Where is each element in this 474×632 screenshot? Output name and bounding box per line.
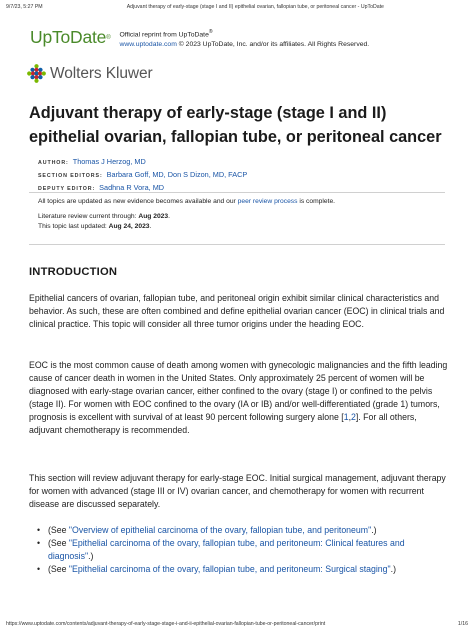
author-label: AUTHOR:	[38, 160, 69, 166]
list-item	[29, 563, 449, 576]
uptodate-logo-text: UpToDate	[30, 27, 107, 47]
deputy-editor-row	[38, 182, 247, 195]
reprint-notice	[119, 28, 369, 49]
section-editors-link[interactable]: Barbara Goff, MD, Don S Dizon, MD, FACP	[106, 170, 248, 179]
divider	[29, 244, 445, 245]
see-prefix: (See	[48, 537, 69, 548]
evidence-tail: is complete.	[297, 198, 336, 205]
reference-link-2[interactable]: 2	[351, 411, 356, 422]
literature-review-label: Literature review current through:	[38, 212, 139, 220]
see-also-link[interactable]: "Epithelial carcinoma of the ovary, fallopian tube, and peritoneum: Surgical staging"	[68, 563, 391, 574]
bullet-dot-icon: •	[37, 537, 41, 548]
see-prefix: (See	[48, 525, 69, 535]
bullet-dot-icon: •	[37, 563, 41, 574]
evidence-text: All topics are updated as new evidence becomes available and our	[38, 198, 238, 205]
section-editors-row	[38, 169, 247, 182]
publisher-logo	[27, 64, 153, 83]
credits-block	[38, 156, 247, 195]
see-prefix: (See	[48, 563, 69, 574]
author-row	[38, 156, 247, 169]
wolters-kluwer-logo-icon	[27, 64, 46, 83]
section-editors-label: SECTION EDITORS:	[38, 173, 103, 179]
uptodate-site-link[interactable]: www.uptodate.com	[119, 40, 177, 48]
reference-separator: ,	[348, 411, 351, 422]
print-page-title: Adjuvant therapy of early-stage (stage I and II) epithelial ovarian, fallopian tube, or peritoneal cancer - UpToDate	[126, 4, 384, 10]
paragraph-2	[29, 359, 449, 436]
reprint-line: Official reprint from UpToDate	[119, 31, 209, 39]
deputy-editor-link[interactable]: Sadhna R Vora, MD	[99, 183, 165, 192]
page-number: 1/16	[457, 621, 468, 627]
copyright-text: © 2023 UpToDate, Inc. and/or its affiliates. All Rights Reserved.	[176, 40, 370, 48]
peer-review-link[interactable]: peer review process	[237, 198, 298, 205]
last-updated-date: Aug 24, 2023	[108, 222, 150, 230]
list-item	[29, 524, 449, 537]
list-item	[29, 537, 449, 563]
paragraph-1: Epithelial cancers of ovarian, fallopian tube, and peritoneal origin exhibit similar clinical characteristics and behavior. As such, these are often combined and define epithelial ovarian cancer (EOC) in clinical trials and clinical practice. This topic will consider all three tumor origins under the heading EOC.	[29, 293, 445, 329]
paragraph-2-text: EOC is the most common cause of death among women with gynecologic malignancies and the fifth leading cause of cancer death in women in the United States. Only approximately 25 percent of women will be diagnosed with early-stage ovarian cancer, either confined to the ovary (stage I) or confined to the pelvis (stage II). For women with EOC confined to the ovary (IA or IB) and/or well-differentiated (grade 1) tumors, prognosis is excellent with survival of at least 90 percent following surgery alone [	[29, 360, 448, 422]
see-also-list	[29, 524, 449, 576]
see-suffix: .)	[88, 550, 94, 561]
last-updated-label: This topic last updated:	[38, 222, 109, 230]
print-datetime: 9/7/23, 5:27 PM	[6, 4, 43, 10]
uptodate-logo[interactable]	[30, 27, 110, 47]
bullet-dot-icon: •	[37, 525, 41, 535]
reference-link-1[interactable]: 1	[343, 411, 349, 422]
literature-review-date: Aug 2023	[138, 212, 169, 220]
page-title: Adjuvant therapy of early-stage (stage I and II) epithelial ovarian, fallopian tube, or peritoneal cancer	[29, 104, 442, 146]
reprint-trademark: ®	[208, 29, 213, 35]
print-header	[6, 4, 468, 10]
deputy-editor-label: DEPUTY EDITOR:	[38, 186, 96, 192]
last-updated-line: This topic last updated: Aug 24, 2023.	[38, 222, 152, 230]
print-footer	[6, 621, 468, 627]
author-link[interactable]: Thomas J Herzog, MD	[72, 157, 146, 166]
see-also-link[interactable]: "Overview of epithelial carcinoma of the ovary, fallopian tube, and peritoneum"	[68, 525, 372, 535]
evidence-notice	[38, 197, 335, 207]
uptodate-logo-trademark: ®	[106, 35, 111, 41]
see-suffix: .)	[371, 525, 377, 535]
publisher-name: Wolters Kluwer	[50, 64, 153, 82]
paragraph-3: This section will review adjuvant therapy for early-stage EOC. Initial surgical management, adjuvant therapy for women with advanced (stage III or IV) ovarian cancer, and chemotherapy for women with recurrent disease are discussed separately.	[29, 473, 446, 509]
update-notices	[38, 197, 335, 231]
see-also-link[interactable]: "Epithelial carcinoma of the ovary, fallopian tube, and peritoneum: Clinical features and diagnosis"	[48, 537, 405, 561]
divider	[29, 192, 445, 193]
literature-review-line: Literature review current through: Aug 2023.	[38, 212, 170, 220]
print-url: https://www.uptodate.com/contents/adjuvant-therapy-of-early-stage-stage-i-and-ii-epithelial-ovarian-fallopian-tube-or-peritoneal-cancer/print	[6, 621, 326, 627]
see-suffix: .)	[390, 563, 397, 574]
logo-row	[30, 27, 369, 49]
paragraph-2-tail: ]. For all others, adjuvant chemotherapy is recommended.	[29, 411, 417, 435]
section-heading: INTRODUCTION	[29, 266, 118, 278]
